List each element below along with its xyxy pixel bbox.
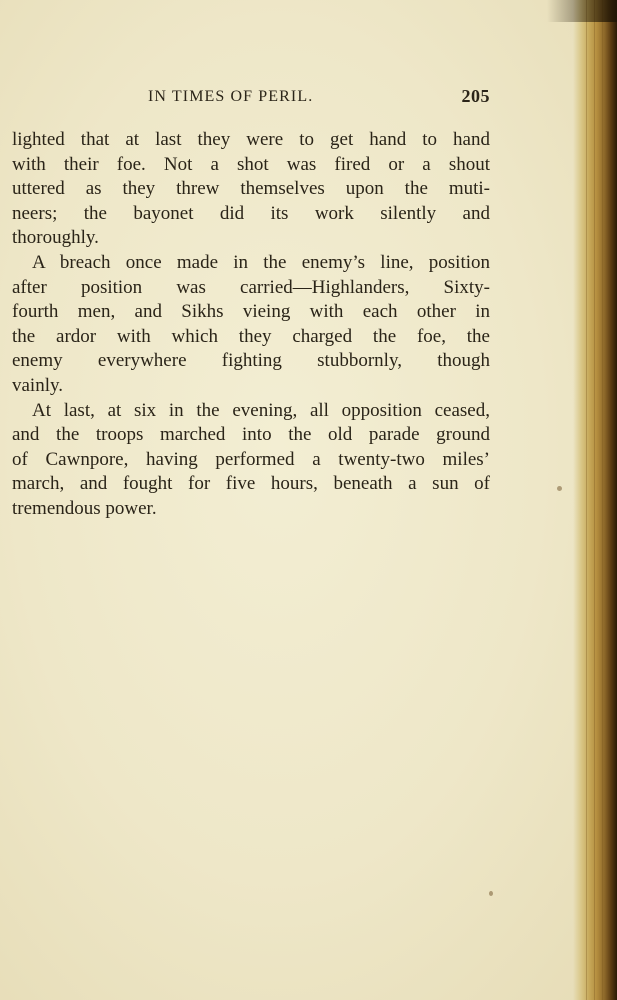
body-text [12, 128, 490, 522]
text-line: neers; the bayonet did its work silently and [12, 202, 490, 224]
text-line: after position was carried—Highlanders, Sixty- [12, 276, 490, 298]
text-line: thoroughly. [12, 227, 99, 249]
text-line: march, and fought for five hours, beneath a sun of [12, 473, 490, 495]
page-edge-line [586, 0, 587, 1000]
text-line: fourth men, and Sikhs vieing with each other in [12, 301, 490, 323]
paper-speck [489, 891, 493, 896]
page-edge [573, 0, 617, 1000]
page-edge-line [594, 0, 595, 1000]
running-head: IN TIMES OF PERIL. [148, 88, 314, 105]
paragraph [12, 399, 490, 522]
page-number: 205 [461, 86, 490, 106]
page-edge-shadow [547, 0, 617, 22]
text-line: tremendous power. [12, 497, 157, 519]
text-line: lighted that at last they were to get hand to hand [12, 129, 490, 150]
text-line: uttered as they threw themselves upon the muti- [12, 178, 490, 200]
text-line: enemy everywhere fighting stubbornly, though [12, 350, 490, 372]
paragraph [12, 128, 490, 251]
paragraph [12, 251, 490, 399]
paper-speck [557, 486, 562, 491]
text-line: the ardor with which they charged the foe, the [12, 325, 490, 347]
text-line: A breach once made in the enemy’s line, position [32, 251, 490, 273]
text-line: with their foe. Not a shot was fired or a shout [12, 153, 490, 175]
text-line: vainly. [12, 374, 64, 396]
text-line: At last, at six in the evening, all opposition ceased, [32, 399, 490, 421]
page-header [12, 86, 490, 110]
text-line: of Cawnpore, having performed a twenty-two miles’ [12, 448, 490, 470]
text-line: and the troops marched into the old parade ground [12, 424, 490, 446]
page-edge-line [602, 0, 603, 1000]
